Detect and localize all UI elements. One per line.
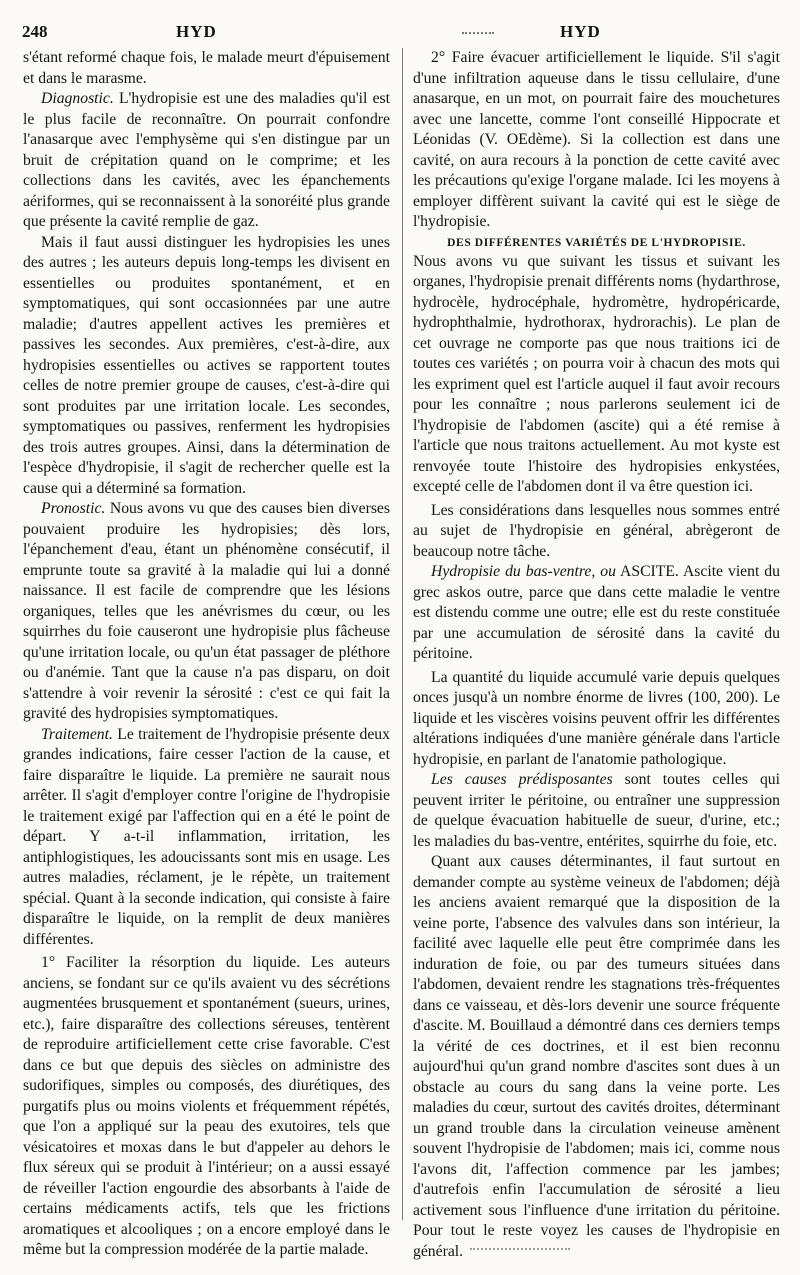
- paragraph: [413, 852, 780, 1262]
- paragraph-text: sont toutes celles qui peuvent irriter le péritoine, ou entraîner une suppression de quelque évacuation habituelle de sueur, d'urine, etc.; les maladies du bas-ventre, entérites, squirrhe du foie, etc.: [413, 771, 780, 850]
- paragraph-text: Quant aux causes déterminantes, il faut surtout en demander compte au système veineux de l'abdomen; déjà les anciens avaient remarqué que la disposition de la veine porte, l'absence des valvules dans son intérieur, la facilité avec laquelle elle peut être comprimée dans les induration de foie, ou par des tumeurs situées dans l'abdomen, devaient rendre les stagnations très-fréquentes dans ce vaisseau, et dès-lors devenir une source fréquente d'ascite. M. Bouillaud a démontré dans ces derniers temps la vérité de ces doctrines, et il est bien reconnu aujourd'hui qu'un grand nombre d'ascites sont dues à un obstacle au cours du sang dans la veine porte. Les maladies du cœur, surtout des cavités droites, déterminant un grand trouble dans la circulation veineuse amènent souvent l'hydropisie de l'abdomen; mais ici, comme nous l'avons dit, l'affection commence par les jambes; d'autrefois enfin l'accumulation de sérosité a lieu activement sous l'influence d'une irritation du péritoine. Pour tout le reste voyez les causes de l'hydropisie en général.: [413, 853, 780, 1260]
- paragraph-text: Mais il faut aussi distinguer les hydropisies les unes des autres ; les auteurs depuis long-temps les divisent en essentielles ou produites spontanément, et en symptomatiques, qui sont occasionnées par une autre maladie; d'autres appellent actives les premières et passives les secondes. Aux premières, c'est-à-dire, aux hydropisies essentielles ou actives se rapportent toutes celles de notre premier groupe de causes, c'est-à-dire qui sont produites par une irritation locale. Les secondes, symptomatiques ou passives, renferment les hydropisies des trois autres groupes. Ainsi, dans la détermination de l'espèce d'hydropisie, il s'agit de rechercher quelle est la cause qui a déterminé sa formation.: [23, 233, 390, 497]
- left-column: [23, 48, 390, 1261]
- page-number: 248: [22, 22, 48, 41]
- paragraph-lead: Pronostic.: [41, 500, 106, 517]
- paragraph-text: Nous avons vu que des causes bien diverses pouvaient produire les hydropisies; dès lors, l'épanchement d'eau, étant un phénomène consécutif, il emprunte toute sa gravité à la maladie qui lui a donné naissance. Il est facile de comprendre que les lésions organiques, telles que les anévrismes du cœur, ou les squirrhes du foie causeront une hydropisie plus fâcheuse qu'une irritation locale, ou qu'un état passager de pléthore ou d'anémie. Tant que la cause n'a pas disparu, on doit s'attendre à voir revenir la sérosité : c'est ce qui fait la gravité des hydropisies symptomatiques.: [23, 500, 390, 722]
- paragraph-text: La quantité du liquide accumulé varie depuis quelques onces jusqu'à un nombre énorme de livres (100, 200). Le liquide et les viscères voisins peuvent offrir les différentes altérations indiquées d'une manière générale dans l'article hydropisie, en parlant de l'anatomie pathologique.: [413, 668, 780, 768]
- paragraph: [413, 668, 780, 771]
- paragraph-text: s'étant reformé chaque fois, le malade meurt d'épuisement et dans le marasme.: [23, 49, 390, 87]
- paragraph-lead: Traitement.: [41, 725, 113, 743]
- bottom-ornament: [470, 1248, 570, 1250]
- running-head-left: HYD: [176, 22, 217, 41]
- paragraph-text: Nous avons vu que suivant les tissus et suivant les organes, l'hydropisie prenait différents noms (hydarthrose, hydrocèle, hydrocéphale, hydromètre, hydropéricarde, hydrophthalmie, hydrothorax, hydrorachis). Le plan de cet ouvrage ne comporte pas que nous traitions ici de toutes ces variétés ; on pourra voir à chacun des mots qui les expriment quel est l'article auquel il faut avoir recours pour les connaître ; nous parlerons seulement ici de l'hydropisie de l'abdomen (ascite) qui a été remise à l'article que nous traitons actuellement. Au mot kyste est renvoyée toute l'histoire des hydropisies enkystées, excepté celle de l'abdomen dont il va être question ici.: [413, 252, 780, 495]
- paragraph: [23, 48, 390, 89]
- paragraph-text: Les considérations dans lesquelles nous sommes entré au sujet de l'hydropisie en général, abrègeront de beaucoup notre tâche.: [413, 501, 780, 560]
- paragraph: [23, 233, 390, 500]
- header-ornament: [462, 32, 494, 34]
- paragraph: [413, 562, 780, 665]
- paragraph: [23, 499, 390, 725]
- column-rule: [402, 48, 403, 1220]
- running-head-right: HYD: [560, 22, 601, 41]
- paragraph: [413, 501, 780, 563]
- paragraph-text: Le traitement de l'hydropisie présente deux grandes indications, faire cesser l'action de la cause, et faire disparaître le liquide. La première ne saurait nous arrêter. Il s'agit d'employer contre l'origine de l'hydropisie le traitement exigé par l'affection qui en a été le point de départ. Y a-t-il inflammation, irritation, les antiphlogistiques, les adoucissants sont mis en usage. Les autres maladies, réclament, je le répète, un traitement spécial. Quant à la seconde indication, qui consiste à faire disparaître le liquide, on la remplit de deux manières différentes.: [23, 725, 390, 948]
- paragraph: [413, 770, 780, 852]
- paragraph: [413, 48, 780, 233]
- paragraph-lead: Les causes prédisposantes: [431, 771, 613, 788]
- paragraph-lead: Hydropisie du bas-ventre, ou: [431, 563, 616, 580]
- paragraph: [23, 725, 390, 951]
- right-column: [413, 48, 780, 1262]
- paragraph: [413, 235, 780, 252]
- paragraph-text: ASCITE. Ascite vient du grec askos outre, parce que dans cette maladie le ventre est distendu comme une outre; elle est du reste constituée par une accumulation de sérosité dans la cavité du péritoine.: [413, 563, 780, 662]
- paragraph-text: L'hydropisie est une des maladies qu'il est le plus facile de reconnaître. On pourrait confondre l'anasarque avec l'emphysème qui s'en distingue par un bruit de crépitation quand on le comprime; et les collections dans les cavités, avec les épanchements aériformes, qui se reconnaissent à la sonoréité plus grande que présente la cavité remplie de gaz.: [23, 90, 390, 230]
- paragraph-text: 2° Faire évacuer artificiellement le liquide. S'il s'agit d'une infiltration aqueuse dans le tissu cellulaire, d'une anasarque, en un mot, on pourrait faire des mouchetures avec une lancette, comme l'ont conseillé Hippocrate et Léonidas (V. OEdème). Si la collection est dans une cavité, on aura recours à la ponction de cette cavité avec les précautions qu'exige l'organe malade. Ici les moyens à employer diffèrent suivant la cavité qui est le siège de l'hydropisie.: [413, 49, 780, 230]
- paragraph-text: DES DIFFÉRENTES VARIÉTÉS DE L'HYDROPISIE.: [447, 236, 746, 249]
- paragraph: [23, 89, 390, 233]
- paragraph-text: 1° Faciliter la résorption du liquide. Les auteurs anciens, se fondant sur ce qu'ils avaient vu des sécrétions augmentées brusquement et spontanément (sueurs, urines, etc.), faire disparaître des collections séreuses, tentèrent de reproduire artificiellement cette crise favorable. C'est dans ce but que depuis des siècles on administre des sudorifiques, simples ou composés, des diurétiques, des purgatifs plus ou moins violents et fréquemment répétés, que l'on a appliqué sur la peau des exutoires, tels que vésicatoires et moxas dans le but d'appeler au dehors le flux séreux qui se produit à l'intérieur; on a aussi essayé de réveiller l'action engourdie des absorbants à l'aide de certains médicaments actifs, tels que les frictions aromatiques et alcooliques ; on a encore employé dans le même but la compression modérée de la partie malade.: [23, 954, 390, 1258]
- paragraph: [413, 252, 780, 498]
- paragraph: [23, 953, 390, 1261]
- paragraph-lead: Diagnostic.: [41, 90, 114, 107]
